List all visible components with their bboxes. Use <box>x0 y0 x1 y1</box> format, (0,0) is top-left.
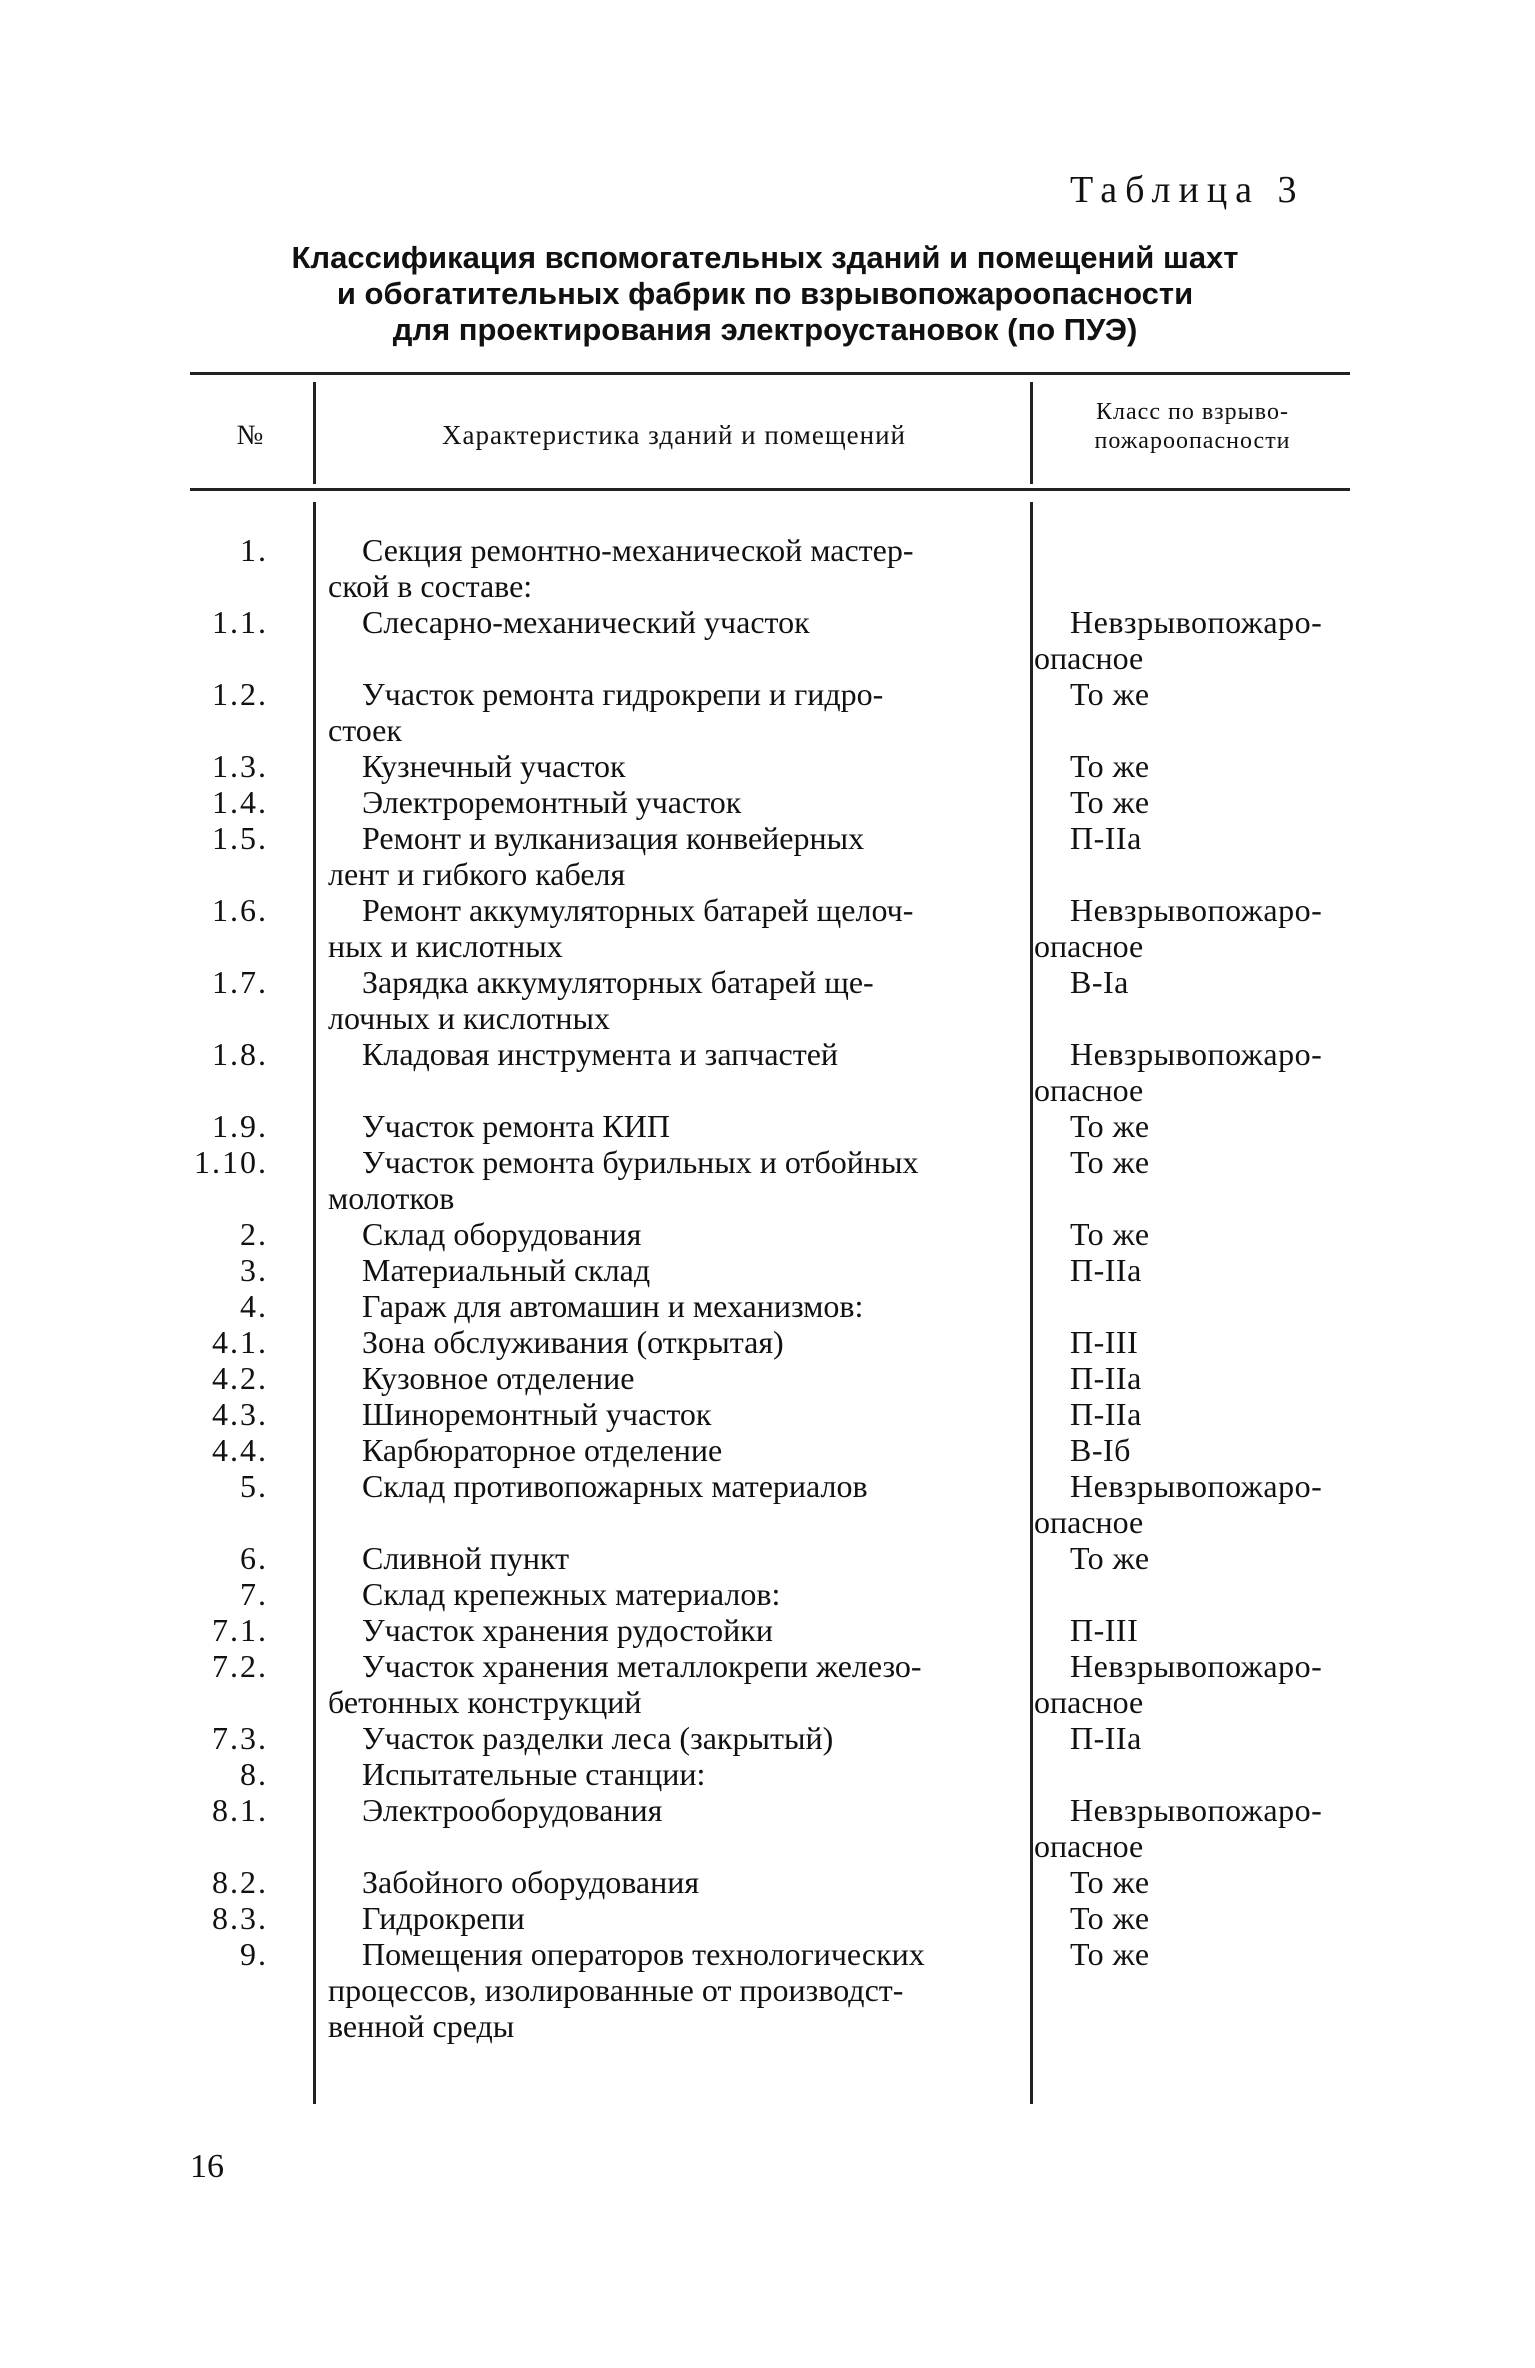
class-line: То же <box>1070 1108 1150 1144</box>
row-description <box>328 1144 1018 1216</box>
row-class <box>1034 1108 1354 1144</box>
row-description <box>328 748 1018 784</box>
row-number: 4.2. <box>212 1360 268 1396</box>
row-number: 1.1. <box>212 604 268 640</box>
class-line: опасное <box>1034 640 1144 676</box>
table-row <box>0 1864 1535 1900</box>
description-line: Участок ремонта КИП <box>362 1108 670 1144</box>
header-column-divider <box>1030 382 1033 484</box>
row-description <box>328 1396 1018 1432</box>
description-line: Шиноремонтный участок <box>362 1396 712 1432</box>
description-line: Склад крепежных материалов: <box>362 1576 781 1612</box>
row-description <box>328 1324 1018 1360</box>
description-line: Карбюраторное отделение <box>362 1432 723 1468</box>
row-number: 8.2. <box>212 1864 268 1900</box>
description-line: Ремонт аккумуляторных батарей щелоч- <box>362 892 914 928</box>
row-class <box>1034 1864 1354 1900</box>
description-line: Материальный склад <box>362 1252 651 1288</box>
row-number: 4.4. <box>212 1432 268 1468</box>
header-class-line: Класс по взрыво- <box>1096 399 1289 425</box>
row-description <box>328 1252 1018 1288</box>
header-characteristic: Характеристика зданий и помещений <box>442 420 906 450</box>
row-class <box>1034 1324 1354 1360</box>
class-line: То же <box>1070 676 1150 712</box>
row-number: 1.8. <box>212 1036 268 1072</box>
header-class <box>1035 398 1350 456</box>
row-description <box>328 1756 1018 1792</box>
title-line: для проектирования электроустановок (по ПУЭ) <box>392 312 1138 347</box>
row-number: 2. <box>240 1216 268 1252</box>
description-line: Электроремонтный участок <box>362 784 742 820</box>
row-description <box>328 1792 1018 1828</box>
class-line: Невзрывопожаро- <box>1070 1648 1323 1684</box>
row-number: 3. <box>240 1252 268 1288</box>
description-line: Испытательные станции: <box>362 1756 706 1792</box>
row-class <box>1034 1936 1354 1972</box>
description-line: Участок хранения металлокрепи железо- <box>362 1648 922 1684</box>
row-class <box>1034 1900 1354 1936</box>
title-line: Классификация вспомогательных зданий и помещений шахт <box>291 240 1239 275</box>
row-class <box>1034 1216 1354 1252</box>
row-number: 8. <box>240 1756 268 1792</box>
row-number: 1.3. <box>212 748 268 784</box>
row-number: 6. <box>240 1540 268 1576</box>
row-description <box>328 784 1018 820</box>
class-line: То же <box>1070 1864 1150 1900</box>
row-number: 9. <box>240 1936 268 1972</box>
table-row <box>0 1324 1535 1360</box>
description-line: молотков <box>328 1180 455 1216</box>
row-description <box>328 1036 1018 1072</box>
class-line: опасное <box>1034 1504 1144 1540</box>
table-row <box>0 1720 1535 1756</box>
row-number: 4.3. <box>212 1396 268 1432</box>
table-row <box>0 1756 1535 1792</box>
table-row <box>0 1936 1535 2044</box>
row-description <box>328 1576 1018 1612</box>
class-line: опасное <box>1034 1684 1144 1720</box>
description-line: Ремонт и вулканизация конвейерных <box>362 820 865 856</box>
table-row <box>0 1216 1535 1252</box>
class-line: То же <box>1070 1540 1150 1576</box>
row-class <box>1034 604 1354 676</box>
table-body <box>0 532 1535 2044</box>
row-description <box>328 604 1018 640</box>
row-class <box>1034 1612 1354 1648</box>
table-row <box>0 1576 1535 1612</box>
table-row <box>0 1792 1535 1864</box>
page-number: 16 <box>190 2148 224 2185</box>
class-line: Невзрывопожаро- <box>1070 892 1323 928</box>
description-line: Гидрокрепи <box>362 1900 525 1936</box>
class-line: опасное <box>1034 928 1144 964</box>
header-column-divider <box>313 382 316 484</box>
class-line: Невзрывопожаро- <box>1070 604 1323 640</box>
description-line: Участок разделки леса (закрытый) <box>362 1720 834 1756</box>
row-description <box>328 1432 1018 1468</box>
row-class <box>1034 964 1354 1000</box>
table-row <box>0 1396 1535 1432</box>
table-row <box>0 676 1535 748</box>
class-line: П-III <box>1070 1612 1139 1648</box>
class-line: П-III <box>1070 1324 1139 1360</box>
row-number: 7.2. <box>212 1648 268 1684</box>
description-line: Забойного оборудования <box>362 1864 700 1900</box>
table-row <box>0 1288 1535 1324</box>
row-description <box>328 532 1018 604</box>
row-number: 8.1. <box>212 1792 268 1828</box>
header-class-line: пожароопасности <box>1094 428 1291 454</box>
table-row <box>0 1360 1535 1396</box>
class-line: П-IIа <box>1070 1720 1142 1756</box>
class-line: То же <box>1070 1900 1150 1936</box>
row-class <box>1034 784 1354 820</box>
row-class <box>1034 1432 1354 1468</box>
description-line: Зарядка аккумуляторных батарей ще- <box>362 964 874 1000</box>
row-description <box>328 1540 1018 1576</box>
table-row <box>0 964 1535 1036</box>
row-description <box>328 1108 1018 1144</box>
row-description <box>328 676 1018 748</box>
table-row <box>0 784 1535 820</box>
description-line: Склад оборудования <box>362 1216 642 1252</box>
description-line: Кузнечный участок <box>362 748 626 784</box>
row-class <box>1034 1144 1354 1180</box>
row-class <box>1034 892 1354 964</box>
description-line: Участок ремонта гидрокрепи и гидро- <box>362 676 884 712</box>
description-line: Кузовное отделение <box>362 1360 635 1396</box>
row-number: 4.1. <box>212 1324 268 1360</box>
row-description <box>328 1720 1018 1756</box>
table-top-rule <box>190 372 1350 375</box>
description-line: венной среды <box>328 2008 515 2044</box>
description-line: лент и гибкого кабеля <box>328 856 626 892</box>
table-row <box>0 1468 1535 1540</box>
description-line: Слесарно-механический участок <box>362 604 810 640</box>
header-number: № <box>236 420 264 451</box>
description-line: Сливной пункт <box>362 1540 570 1576</box>
row-number: 1.9. <box>212 1108 268 1144</box>
row-description <box>328 1468 1018 1504</box>
row-class <box>1034 748 1354 784</box>
title-line: и обогатительных фабрик по взрывопожароопасности <box>336 276 1194 311</box>
description-line: бетонных конструкций <box>328 1684 642 1720</box>
table-row <box>0 1144 1535 1216</box>
row-description <box>328 1864 1018 1900</box>
description-line: ных и кислотных <box>328 928 563 964</box>
description-line: Кладовая инструмента и запчастей <box>362 1036 839 1072</box>
row-class <box>1034 1648 1354 1720</box>
row-description <box>328 892 1018 964</box>
description-line: Склад противопожарных материалов <box>362 1468 868 1504</box>
row-number: 1.7. <box>212 964 268 1000</box>
row-number: 1.5. <box>212 820 268 856</box>
row-number: 5. <box>240 1468 268 1504</box>
row-number: 1. <box>240 532 268 568</box>
class-line: Невзрывопожаро- <box>1070 1468 1323 1504</box>
description-line: стоек <box>328 712 402 748</box>
class-line: То же <box>1070 1936 1150 1972</box>
table-row <box>0 1432 1535 1468</box>
class-line: опасное <box>1034 1828 1144 1864</box>
row-number: 7.3. <box>212 1720 268 1756</box>
table-row <box>0 1036 1535 1108</box>
row-class <box>1034 1540 1354 1576</box>
table-row <box>0 1648 1535 1720</box>
class-line: То же <box>1070 748 1150 784</box>
row-class <box>1034 1720 1354 1756</box>
row-class <box>1034 1792 1354 1864</box>
table-row <box>0 1252 1535 1288</box>
class-line: П-IIа <box>1070 1396 1142 1432</box>
table-header-rule <box>190 488 1350 491</box>
class-line: П-IIа <box>1070 820 1142 856</box>
description-line: Электрооборудования <box>362 1792 663 1828</box>
table-row <box>0 820 1535 892</box>
class-line: Невзрывопожаро- <box>1070 1792 1323 1828</box>
row-number: 8.3. <box>212 1900 268 1936</box>
row-class <box>1034 1036 1354 1108</box>
table-row <box>0 532 1535 604</box>
row-number: 1.6. <box>212 892 268 928</box>
row-description <box>328 1612 1018 1648</box>
description-line: Зона обслуживания (открытая) <box>362 1324 784 1360</box>
row-class <box>1034 1396 1354 1432</box>
description-line: Гараж для автомашин и механизмов: <box>362 1288 864 1324</box>
table-row <box>0 748 1535 784</box>
table-caption: Таблица 3 <box>1070 169 1305 211</box>
row-number: 1.2. <box>212 676 268 712</box>
class-line: В-Iа <box>1070 964 1129 1000</box>
class-line: То же <box>1070 1144 1150 1180</box>
description-line: Секция ремонтно-механической мастер- <box>362 532 914 568</box>
table-row <box>0 604 1535 676</box>
row-class <box>1034 676 1354 712</box>
table-row <box>0 892 1535 964</box>
class-line: То же <box>1070 1216 1150 1252</box>
table-title <box>190 240 1340 348</box>
row-class <box>1034 1252 1354 1288</box>
row-number: 7.1. <box>212 1612 268 1648</box>
description-line: Помещения операторов технологических <box>362 1936 925 1972</box>
row-class <box>1034 820 1354 856</box>
class-line: опасное <box>1034 1072 1144 1108</box>
row-class <box>1034 1360 1354 1396</box>
description-line: ской в составе: <box>328 568 533 604</box>
row-description <box>328 1936 1018 2044</box>
row-description <box>328 820 1018 892</box>
row-number: 1.10. <box>194 1144 268 1180</box>
row-number: 7. <box>240 1576 268 1612</box>
row-description <box>328 1216 1018 1252</box>
description-line: Участок хранения рудостойки <box>362 1612 773 1648</box>
row-class <box>1034 1468 1354 1540</box>
table-row <box>0 1540 1535 1576</box>
class-line: То же <box>1070 784 1150 820</box>
row-description <box>328 1360 1018 1396</box>
class-line: П-IIа <box>1070 1360 1142 1396</box>
class-line: П-IIа <box>1070 1252 1142 1288</box>
description-line: лочных и кислотных <box>328 1000 611 1036</box>
row-description <box>328 1648 1018 1720</box>
row-description <box>328 1288 1018 1324</box>
class-line: В-Iб <box>1070 1432 1131 1468</box>
table-row <box>0 1612 1535 1648</box>
description-line: процессов, изолированные от производст- <box>328 1972 904 2008</box>
row-description <box>328 1900 1018 1936</box>
description-line: Участок ремонта бурильных и отбойных <box>362 1144 919 1180</box>
row-description <box>328 964 1018 1036</box>
table-row <box>0 1900 1535 1936</box>
class-line: Невзрывопожаро- <box>1070 1036 1323 1072</box>
table-row <box>0 1108 1535 1144</box>
row-number: 4. <box>240 1288 268 1324</box>
row-number: 1.4. <box>212 784 268 820</box>
